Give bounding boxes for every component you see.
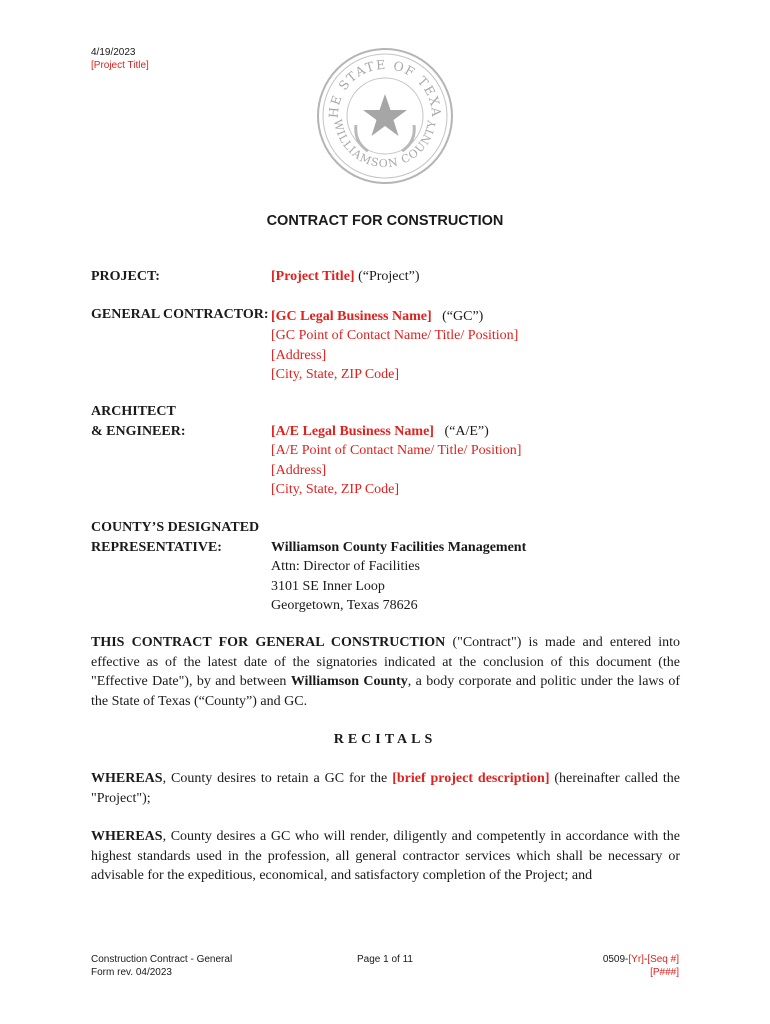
rep-line: Attn: Director of Facilities bbox=[271, 559, 420, 575]
ae-label bbox=[91, 402, 186, 441]
document-header bbox=[91, 46, 149, 72]
intro-text: ("Contract") is made and entered into effective as of the latest date of the signatories indicated at the conclusion of this document (the "Effective Date"), by and between bbox=[91, 635, 680, 689]
footer-right bbox=[603, 953, 679, 979]
ae-label-line2: & ENGINEER: bbox=[91, 423, 186, 439]
project-title-placeholder: [Project Title] bbox=[271, 269, 355, 284]
intro-bold-county: Williamson County bbox=[290, 674, 408, 689]
whereas-bold: WHEREAS bbox=[91, 771, 163, 786]
gc-block bbox=[271, 307, 518, 384]
intro-text-end: , a body corporate and politic under the laws of the State of Texas (“County”) and GC. bbox=[91, 674, 681, 709]
rep-name: Williamson County Facilities Management bbox=[271, 540, 527, 555]
project-description-placeholder: [brief project description] bbox=[392, 771, 550, 786]
seal-bottom-text: WILLIAMSON COUNTY bbox=[330, 118, 439, 171]
header-project-title: [Project Title] bbox=[91, 60, 149, 71]
seal-graphic bbox=[316, 47, 454, 185]
footer-p-number: [P###] bbox=[650, 967, 679, 978]
ae-block bbox=[271, 422, 521, 499]
whereas-text: , County desires to retain a GC for the bbox=[162, 771, 393, 786]
whereas-bold: WHEREAS bbox=[91, 829, 163, 844]
ae-suffix: (“A/E”) bbox=[433, 424, 489, 439]
gc-line: [City, State, ZIP Code] bbox=[271, 366, 400, 382]
header-date: 4/19/2023 bbox=[91, 47, 136, 58]
footer-contract-number bbox=[603, 953, 679, 966]
intro-bold-title: THIS CONTRACT FOR GENERAL CONSTRUCTION bbox=[91, 635, 446, 650]
whereas-paragraph-2 bbox=[91, 827, 680, 886]
recitals-heading: RECITALS bbox=[333, 732, 437, 747]
ae-line: [A/E Point of Contact Name/ Title/ Position] bbox=[271, 443, 522, 459]
contract-number-prefix: 0509- bbox=[602, 954, 629, 965]
gc-name: [GC Legal Business Name] bbox=[271, 309, 432, 324]
ae-line: [Address] bbox=[271, 462, 327, 478]
rep-label bbox=[91, 518, 259, 557]
svg-text:THE STATE OF TEXAS bbox=[316, 47, 444, 119]
contract-seq-placeholder: [Seq #] bbox=[647, 954, 679, 965]
rep-line: Georgetown, Texas 78626 bbox=[271, 597, 418, 613]
contract-number-dash: - bbox=[643, 954, 648, 965]
rep-line: 3101 SE Inner Loop bbox=[271, 578, 385, 594]
gc-suffix: (“GC”) bbox=[431, 309, 484, 324]
project-label: PROJECT: bbox=[91, 269, 160, 284]
rep-block bbox=[271, 538, 526, 615]
ae-label-line1: ARCHITECT bbox=[91, 404, 176, 419]
seal-top-text: HE STATE OF TEXA bbox=[325, 56, 445, 119]
project-suffix: (“Project”) bbox=[354, 269, 420, 284]
contract-year-placeholder: [Yr] bbox=[628, 954, 644, 965]
ae-line: [City, State, ZIP Code] bbox=[271, 481, 400, 497]
footer-form-name: Construction Contract - General bbox=[91, 954, 233, 965]
project-value bbox=[271, 269, 420, 285]
gc-label: GENERAL CONTRACTOR: bbox=[91, 307, 269, 322]
whereas-text-end: (hereinafter called the "Project"); bbox=[91, 771, 681, 806]
whereas-text: , County desires a GC who will render, diligently and competently in accordance with the highest standards used in the profession, all general contractor services which shall be necessary or advisable for the expeditious, economical, and satisfactory completion of the Project; and bbox=[91, 829, 680, 883]
gc-line: [Address] bbox=[271, 347, 327, 363]
rep-label-line1: COUNTY’S DESIGNATED bbox=[91, 520, 260, 535]
page-title: CONTRACT FOR CONSTRUCTION bbox=[266, 213, 504, 229]
williamson-county-seal bbox=[316, 47, 454, 185]
intro-paragraph bbox=[91, 633, 680, 711]
ae-name: [A/E Legal Business Name] bbox=[271, 424, 434, 439]
rep-label-line2: REPRESENTATIVE: bbox=[91, 539, 222, 555]
gc-line: [GC Point of Contact Name/ Title/ Position] bbox=[271, 328, 519, 344]
star-icon bbox=[363, 94, 407, 136]
whereas-paragraph-1 bbox=[91, 769, 680, 808]
footer-page-number: Page 1 of 11 bbox=[357, 954, 413, 965]
footer-form-rev: Form rev. 04/2023 bbox=[91, 967, 172, 978]
